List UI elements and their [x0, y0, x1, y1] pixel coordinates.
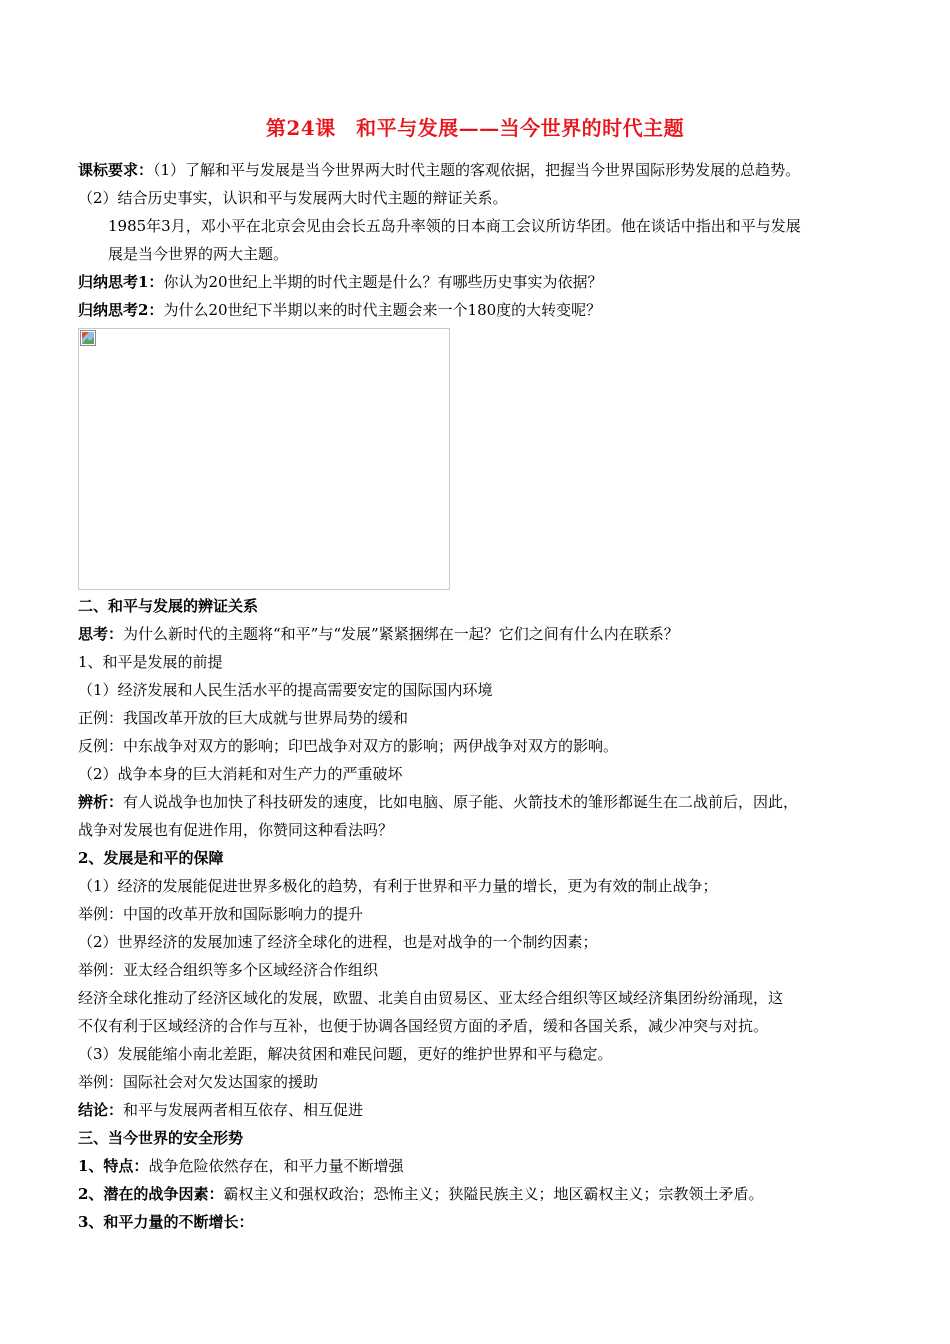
security-feature-label: 1、特点：	[78, 1157, 149, 1175]
reflection-label-2: 归纳思考2：	[78, 301, 164, 319]
curriculum-requirement-line-2: （2）结合历史事实，认识和平与发展两大时代主题的辩证关系。	[78, 189, 508, 207]
example-3: 举例：国际社会对欠发达国家的援助	[78, 1073, 319, 1091]
example-1: 举例：中国的改革开放和国际影响力的提升	[78, 905, 364, 923]
curriculum-requirement-line	[78, 156, 890, 184]
security-feature-text: 战争危险依然存在，和平力量不断增强	[148, 1157, 404, 1175]
reflection-question-2	[78, 296, 890, 324]
war-factors	[78, 1180, 890, 1208]
page-title: 第24课 和平与发展——当今世界的时代主题	[265, 116, 685, 140]
war-factors-label: 2、潜在的战争因素：	[78, 1185, 224, 1203]
section-2-heading: 二、和平与发展的辨证关系	[78, 597, 259, 615]
think-text: 为什么新时代的主题将“和平”与“发展”紧紧捆绑在一起？它们之间有什么内在联系？	[123, 625, 679, 643]
globalization-line-2: 不仅有利于区域经济的合作与互补，也便于协调各国经贸方面的矛盾，缓和各国关系，减少冲突与对抗。	[78, 1017, 769, 1035]
reflection-question-1	[78, 268, 890, 296]
intro-paragraph-line-1: 1985年3月，邓小平在北京会见由会长五岛升率领的日本商工会议所访华团。他在谈话中指出和平与发展	[108, 217, 801, 235]
reflection-label-1: 归纳思考1：	[78, 273, 164, 291]
analysis-line-1	[78, 788, 890, 816]
analysis-label: 辨析：	[78, 793, 124, 811]
point-1-2: （2）战争本身的巨大消耗和对生产力的严重破坏	[78, 765, 403, 783]
section-3-heading: 三、当今世界的安全形势	[78, 1129, 244, 1147]
conclusion-text: 和平与发展两者相互依存、相互促进	[123, 1101, 364, 1119]
war-factors-text: 霸权主义和强权政治；恐怖主义；狭隘民族主义；地区霸权主义；宗教领土矛盾。	[223, 1185, 764, 1203]
image-placeholder	[78, 328, 450, 590]
reflection-text-2: 为什么20世纪下半期以来的时代主题会来一个180度的大转变呢？	[163, 301, 602, 319]
curriculum-text: （1）了解和平与发展是当今世界两大时代主题的客观依据，把握当今世界国际形势发展的总趋势。	[153, 161, 801, 179]
point-1-1: （1）经济发展和人民生活水平的提高需要安定的国际国内环境	[78, 681, 493, 699]
reflection-text-1: 你认为20世纪上半期的时代主题是什么？有哪些历史事实为依据？	[163, 273, 603, 291]
negative-example: 反例：中东战争对双方的影响；印巴战争对双方的影响；两伊战争对双方的影响。	[78, 737, 619, 755]
conclusion-line	[78, 1096, 890, 1124]
security-feature	[78, 1152, 890, 1180]
broken-image-icon	[80, 330, 96, 346]
analysis-text: 有人说战争也加快了科技研发的速度，比如电脑、原子能、火箭技术的雏形都诞生在二战前后，因此，	[123, 793, 799, 811]
conclusion-label: 结论：	[78, 1101, 124, 1119]
globalization-line-1: 经济全球化推动了经济区域化的发展，欧盟、北美自由贸易区、亚太经合组织等区域经济集团纷纷涌现，这	[78, 989, 784, 1007]
point-2-3: （3）发展能缩小南北差距，解决贫困和难民问题，更好的维护世界和平与稳定。	[78, 1045, 613, 1063]
document-body	[78, 156, 890, 1236]
point-2-1: （1）经济的发展能促进世界多极化的趋势，有利于世界和平力量的增长，更为有效的制止战争；	[78, 877, 718, 895]
point-2: 2、发展是和平的保障	[78, 849, 224, 867]
intro-paragraph-line-2: 展是当今世界的两大主题。	[108, 245, 289, 263]
positive-example: 正例：我国改革开放的巨大成就与世界局势的缓和	[78, 709, 409, 727]
example-2: 举例：亚太经合组织等多个区域经济合作组织	[78, 961, 379, 979]
point-1: 1、和平是发展的前提	[78, 653, 223, 671]
peace-forces: 3、和平力量的不断增长：	[78, 1213, 254, 1231]
think-label: 思考：	[78, 625, 124, 643]
point-2-2: （2）世界经济的发展加速了经济全球化的进程，也是对战争的一个制约因素；	[78, 933, 598, 951]
curriculum-label: 课标要求：	[78, 161, 154, 179]
think-line	[78, 620, 890, 648]
analysis-line-2: 战争对发展也有促进作用，你赞同这种看法吗？	[78, 821, 394, 839]
